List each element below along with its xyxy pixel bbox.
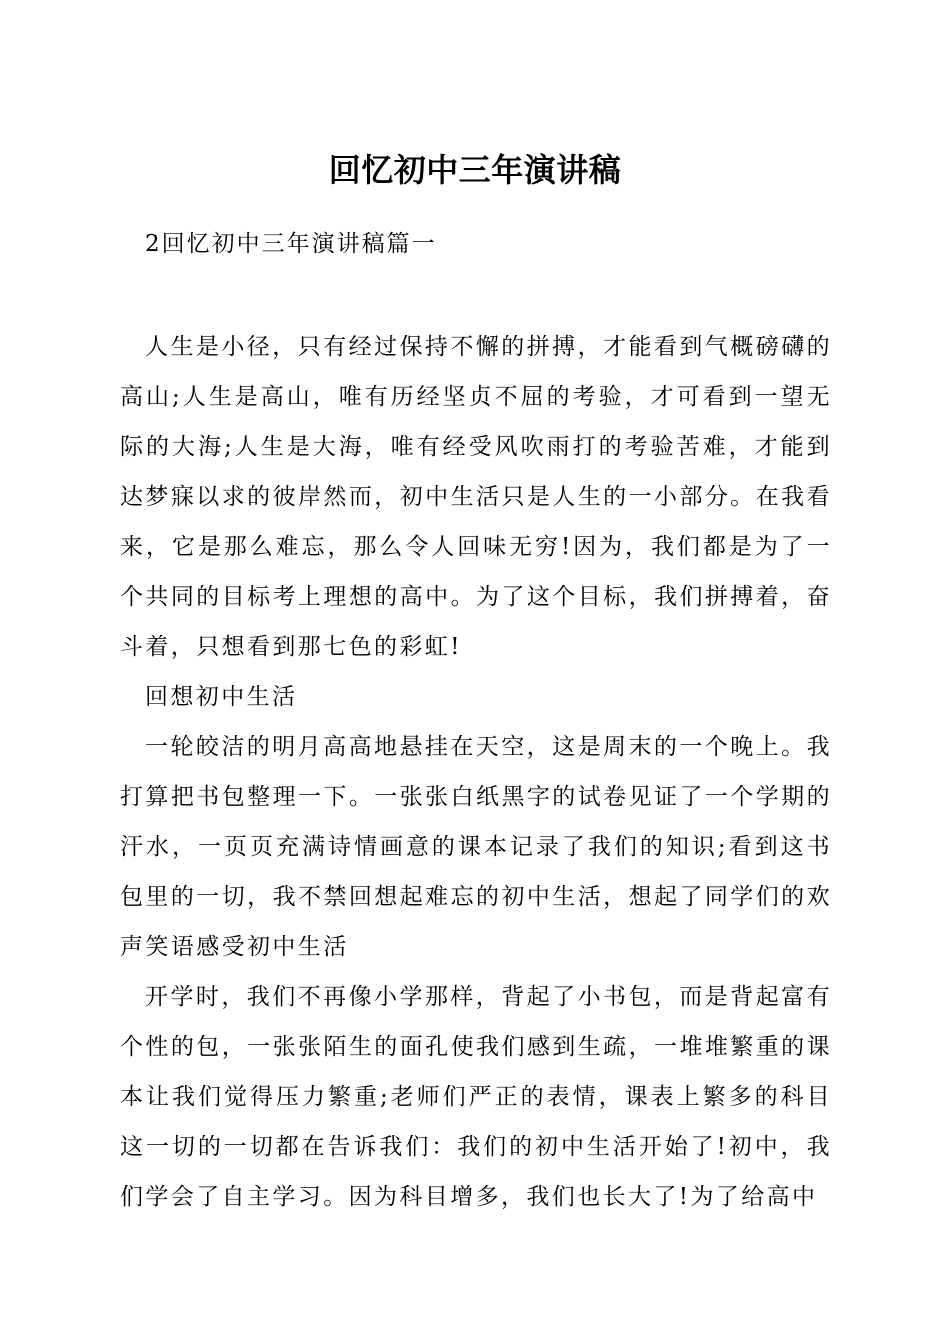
paragraph-school-start: 开学时，我们不再像小学那样，背起了小书包，而是背起富有个性的包，一张张陌生的面孔使我们感到生疏，一堆堆繁重的课本让我们觉得压力繁重;老师们严正的表情，课表上繁多的科目这一切的一切都在告诉我们：我们的初中生活开始了!初中，我们学会了自主学习。因为科目增多，我们也长大了!为了给高中: [120, 984, 832, 1210]
paragraph-intro: 人生是小径，只有经过保持不懈的拼搏，才能看到气概磅礴的高山;人生是高山，唯有历经坚贞不屈的考验，才可看到一望无际的大海;人生是大海，唯有经受风吹雨打的考验苦难，才能到达梦寐以求的彼岸然而，初中生活只是人生的一小部分。在我看来，它是那么难忘，那么令人回味无穷!因为，我们都是为了一个共同的目标考上理想的高中。为了这个目标，我们拼搏着，奋斗着，只想看到那七色的彩虹!: [120, 334, 832, 660]
paragraph-evening: 一轮皎洁的明月高高地悬挂在天空，这是周末的一个晚上。我打算把书包整理一下。一张张白纸黑字的试卷见证了一个学期的汗水，一页页充满诗情画意的课本记录了我们的知识;看到这书包里的一切，我不禁回想起难忘的初中生活，想起了同学们的欢声笑语感受初中生活: [120, 734, 832, 960]
document-title: 回忆初中三年演讲稿: [328, 151, 622, 189]
paragraph-heading-recall: 回想初中生活: [145, 684, 298, 710]
document-subtitle: 2回忆初中三年演讲稿篇一: [145, 231, 437, 257]
document-body: [120, 322, 832, 1222]
